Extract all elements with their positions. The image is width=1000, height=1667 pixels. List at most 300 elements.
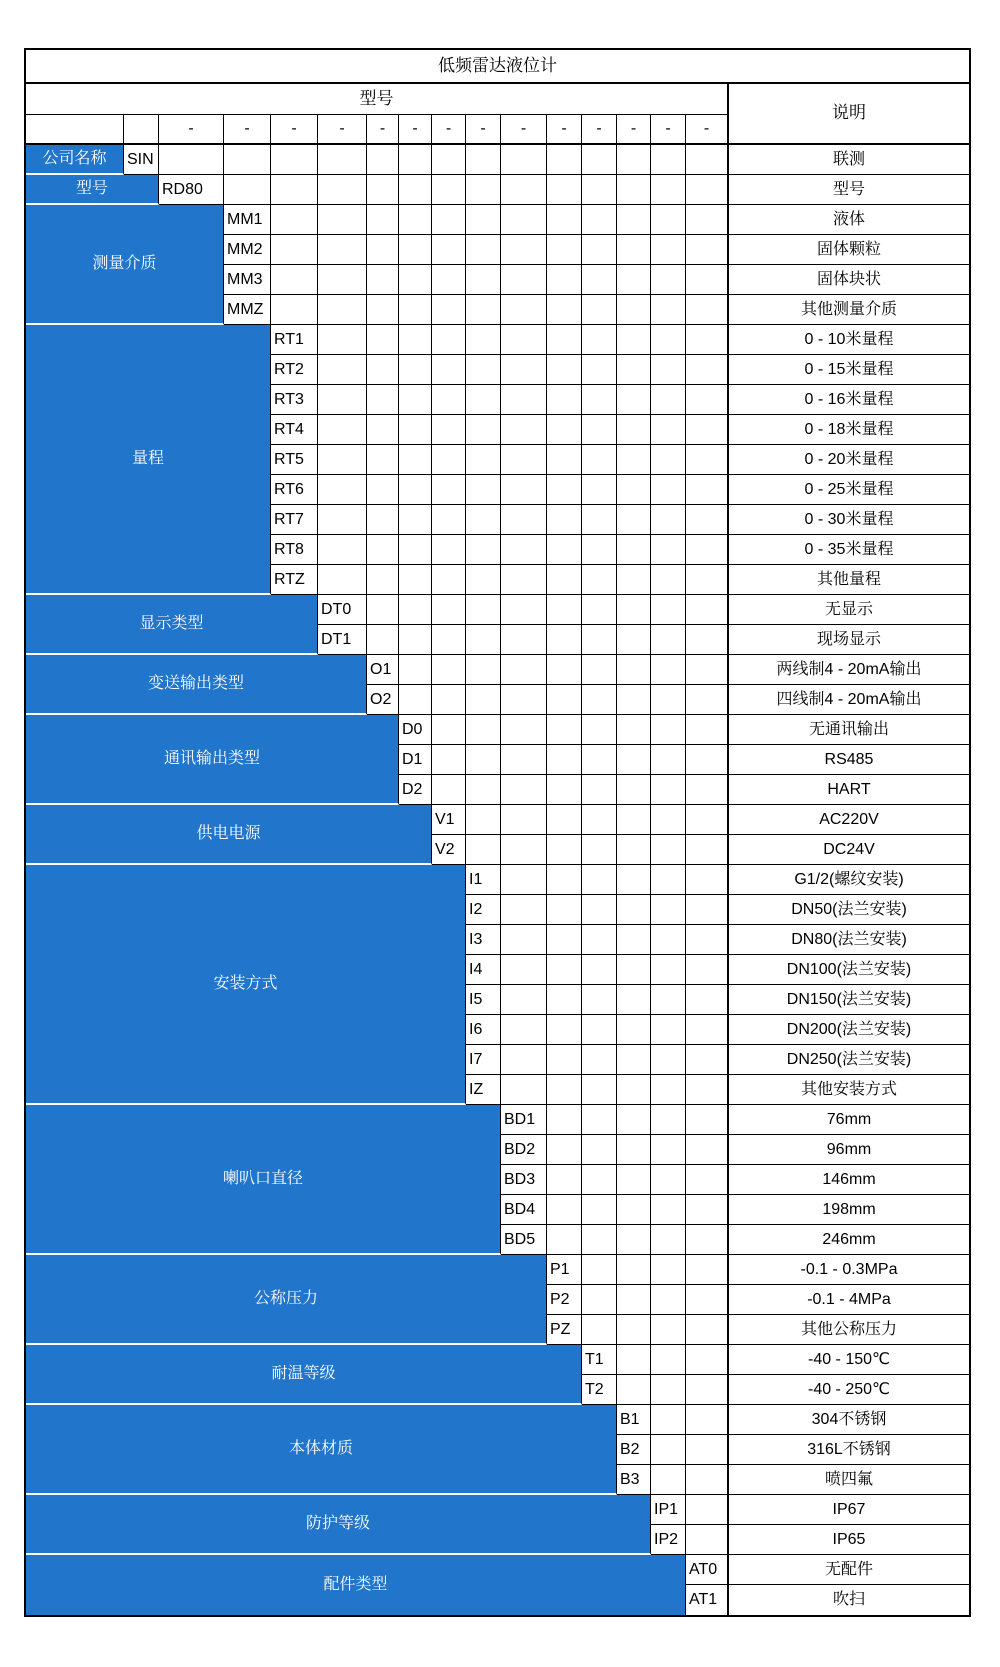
empty-cell (501, 565, 547, 595)
empty-cell (501, 265, 547, 295)
empty-cell (617, 595, 651, 625)
code-cell: AT1 (686, 1585, 729, 1615)
empty-cell (367, 205, 399, 235)
description-cell: 无通讯输出 (729, 715, 969, 745)
empty-cell (432, 445, 466, 475)
empty-cell (466, 175, 501, 205)
empty-cell (582, 1165, 617, 1195)
empty-cell (686, 1195, 729, 1225)
empty-cell (617, 625, 651, 655)
empty-cell (686, 1315, 729, 1345)
empty-cell (686, 355, 729, 385)
empty-cell (617, 1315, 651, 1345)
description-cell: 198mm (729, 1195, 969, 1225)
empty-cell (686, 1225, 729, 1255)
description-cell: 76mm (729, 1105, 969, 1135)
code-cell: D2 (399, 775, 432, 805)
dash-row-empty-cell (124, 115, 159, 145)
empty-cell (651, 1165, 686, 1195)
description-cell: 其他测量介质 (729, 295, 969, 325)
empty-cell (617, 535, 651, 565)
empty-cell (582, 865, 617, 895)
empty-cell (651, 145, 686, 175)
empty-cell (617, 445, 651, 475)
empty-cell (501, 325, 547, 355)
empty-cell (582, 535, 617, 565)
code-cell: IP2 (651, 1525, 686, 1555)
empty-cell (686, 685, 729, 715)
description-cell: 0 - 30米量程 (729, 505, 969, 535)
empty-cell (651, 1405, 686, 1435)
empty-cell (271, 205, 318, 235)
description-cell: 固体块状 (729, 265, 969, 295)
code-cell: AT0 (686, 1555, 729, 1585)
empty-cell (651, 205, 686, 235)
empty-cell (224, 175, 271, 205)
empty-cell (432, 355, 466, 385)
empty-cell (617, 1165, 651, 1195)
empty-cell (582, 985, 617, 1015)
empty-cell (582, 1075, 617, 1105)
description-cell: DN80(法兰安装) (729, 925, 969, 955)
empty-cell (582, 235, 617, 265)
empty-cell (617, 175, 651, 205)
empty-cell (159, 145, 224, 175)
empty-cell (582, 625, 617, 655)
empty-cell (617, 655, 651, 685)
empty-cell (367, 595, 399, 625)
empty-cell (318, 145, 367, 175)
empty-cell (651, 385, 686, 415)
empty-cell (686, 1525, 729, 1555)
empty-cell (686, 805, 729, 835)
empty-cell (651, 835, 686, 865)
empty-cell (501, 385, 547, 415)
description-cell: DN250(法兰安装) (729, 1045, 969, 1075)
empty-cell (318, 295, 367, 325)
category-cell: 变送输出类型 (26, 655, 367, 715)
empty-cell (617, 955, 651, 985)
empty-cell (547, 1105, 582, 1135)
empty-cell (582, 1015, 617, 1045)
category-cell: 测量介质 (26, 205, 224, 325)
empty-cell (547, 445, 582, 475)
empty-cell (547, 685, 582, 715)
code-separator-cell: - (224, 115, 271, 145)
empty-cell (582, 1225, 617, 1255)
empty-cell (432, 205, 466, 235)
empty-cell (318, 235, 367, 265)
empty-cell (617, 265, 651, 295)
empty-cell (651, 175, 686, 205)
description-cell: RS485 (729, 745, 969, 775)
empty-cell (582, 565, 617, 595)
empty-cell (547, 415, 582, 445)
empty-cell (651, 1105, 686, 1135)
code-separator-cell: - (466, 115, 501, 145)
code-cell: I5 (466, 985, 501, 1015)
empty-cell (547, 1165, 582, 1195)
description-cell: 四线制4 - 20mA输出 (729, 685, 969, 715)
empty-cell (432, 505, 466, 535)
code-cell: V1 (432, 805, 466, 835)
description-cell: -0.1 - 0.3MPa (729, 1255, 969, 1285)
empty-cell (547, 1225, 582, 1255)
empty-cell (651, 1315, 686, 1345)
code-cell: MM1 (224, 205, 271, 235)
empty-cell (582, 355, 617, 385)
code-cell: RT3 (271, 385, 318, 415)
empty-cell (686, 205, 729, 235)
category-cell: 喇叭口直径 (26, 1105, 501, 1255)
code-cell: SIN (124, 145, 159, 175)
empty-cell (399, 565, 432, 595)
empty-cell (617, 715, 651, 745)
empty-cell (318, 505, 367, 535)
empty-cell (466, 685, 501, 715)
empty-cell (651, 415, 686, 445)
empty-cell (432, 625, 466, 655)
category-cell: 公称压力 (26, 1255, 547, 1345)
description-cell: 0 - 20米量程 (729, 445, 969, 475)
empty-cell (547, 565, 582, 595)
empty-cell (271, 145, 318, 175)
empty-cell (582, 1045, 617, 1075)
empty-cell (651, 1375, 686, 1405)
empty-cell (466, 745, 501, 775)
empty-cell (318, 355, 367, 385)
empty-cell (617, 745, 651, 775)
empty-cell (686, 1345, 729, 1375)
empty-cell (271, 295, 318, 325)
empty-cell (432, 235, 466, 265)
empty-cell (466, 475, 501, 505)
empty-cell (617, 1195, 651, 1225)
empty-cell (617, 1345, 651, 1375)
empty-cell (582, 955, 617, 985)
empty-cell (617, 415, 651, 445)
empty-cell (651, 925, 686, 955)
empty-cell (547, 325, 582, 355)
empty-cell (651, 955, 686, 985)
description-cell: 无配件 (729, 1555, 969, 1585)
empty-cell (582, 715, 617, 745)
empty-cell (367, 265, 399, 295)
empty-cell (617, 475, 651, 505)
empty-cell (651, 1285, 686, 1315)
empty-cell (466, 205, 501, 235)
code-cell: RD80 (159, 175, 224, 205)
empty-cell (547, 775, 582, 805)
empty-cell (501, 955, 547, 985)
empty-cell (686, 985, 729, 1015)
empty-cell (547, 175, 582, 205)
empty-cell (651, 895, 686, 925)
code-separator-cell: - (686, 115, 729, 145)
empty-cell (651, 1225, 686, 1255)
empty-cell (651, 595, 686, 625)
description-cell: DN100(法兰安装) (729, 955, 969, 985)
code-cell: P2 (547, 1285, 582, 1315)
description-cell: 喷四氟 (729, 1465, 969, 1495)
empty-cell (651, 655, 686, 685)
description-cell: 146mm (729, 1165, 969, 1195)
empty-cell (651, 685, 686, 715)
description-cell: 96mm (729, 1135, 969, 1165)
empty-cell (582, 475, 617, 505)
empty-cell (501, 775, 547, 805)
empty-cell (582, 835, 617, 865)
empty-cell (501, 925, 547, 955)
empty-cell (271, 175, 318, 205)
empty-cell (686, 1255, 729, 1285)
description-cell: 液体 (729, 205, 969, 235)
empty-cell (617, 985, 651, 1015)
empty-cell (686, 865, 729, 895)
empty-cell (501, 985, 547, 1015)
empty-cell (651, 1255, 686, 1285)
empty-cell (651, 235, 686, 265)
code-separator-cell: - (547, 115, 582, 145)
empty-cell (399, 595, 432, 625)
empty-cell (651, 445, 686, 475)
empty-cell (582, 925, 617, 955)
empty-cell (318, 415, 367, 445)
empty-cell (651, 745, 686, 775)
empty-cell (367, 445, 399, 475)
category-cell: 型号 (26, 175, 159, 205)
empty-cell (582, 505, 617, 535)
empty-cell (318, 325, 367, 355)
empty-cell (501, 655, 547, 685)
empty-cell (686, 955, 729, 985)
empty-cell (582, 595, 617, 625)
empty-cell (318, 265, 367, 295)
empty-cell (582, 325, 617, 355)
empty-cell (318, 535, 367, 565)
empty-cell (501, 685, 547, 715)
empty-cell (547, 1045, 582, 1075)
empty-cell (547, 355, 582, 385)
empty-cell (686, 1045, 729, 1075)
empty-cell (617, 565, 651, 595)
empty-cell (367, 475, 399, 505)
empty-cell (582, 445, 617, 475)
description-cell: 246mm (729, 1225, 969, 1255)
empty-cell (318, 175, 367, 205)
empty-cell (466, 265, 501, 295)
description-cell: 两线制4 - 20mA输出 (729, 655, 969, 685)
description-cell: 其他安装方式 (729, 1075, 969, 1105)
empty-cell (271, 265, 318, 295)
empty-cell (651, 325, 686, 355)
empty-cell (651, 505, 686, 535)
empty-cell (399, 475, 432, 505)
code-cell: MMZ (224, 295, 271, 325)
empty-cell (501, 865, 547, 895)
category-cell: 通讯输出类型 (26, 715, 399, 805)
empty-cell (466, 775, 501, 805)
category-cell: 公司名称 (26, 145, 124, 175)
empty-cell (466, 145, 501, 175)
empty-cell (547, 1195, 582, 1225)
empty-cell (651, 865, 686, 895)
empty-cell (318, 565, 367, 595)
empty-cell (617, 685, 651, 715)
code-cell: B1 (617, 1405, 651, 1435)
description-header: 说明 (729, 84, 969, 145)
empty-cell (547, 145, 582, 175)
empty-cell (651, 775, 686, 805)
empty-cell (651, 1465, 686, 1495)
empty-cell (367, 565, 399, 595)
empty-cell (582, 1195, 617, 1225)
description-cell: 0 - 10米量程 (729, 325, 969, 355)
code-cell: BD5 (501, 1225, 547, 1255)
empty-cell (651, 985, 686, 1015)
code-separator-cell: - (501, 115, 547, 145)
empty-cell (432, 145, 466, 175)
empty-cell (651, 1045, 686, 1075)
empty-cell (432, 595, 466, 625)
description-cell: DN150(法兰安装) (729, 985, 969, 1015)
empty-cell (651, 1195, 686, 1225)
empty-cell (617, 235, 651, 265)
description-cell: DN200(法兰安装) (729, 1015, 969, 1045)
empty-cell (582, 1285, 617, 1315)
empty-cell (686, 235, 729, 265)
empty-cell (224, 145, 271, 175)
empty-cell (367, 625, 399, 655)
empty-cell (318, 445, 367, 475)
code-cell: O2 (367, 685, 399, 715)
empty-cell (432, 385, 466, 415)
empty-cell (686, 775, 729, 805)
empty-cell (367, 355, 399, 385)
empty-cell (501, 355, 547, 385)
description-cell: 现场显示 (729, 625, 969, 655)
code-cell: T1 (582, 1345, 617, 1375)
code-cell: I7 (466, 1045, 501, 1075)
code-cell: V2 (432, 835, 466, 865)
code-cell: RT8 (271, 535, 318, 565)
empty-cell (547, 385, 582, 415)
description-cell: -40 - 250℃ (729, 1375, 969, 1405)
code-cell: IP1 (651, 1495, 686, 1525)
empty-cell (617, 1225, 651, 1255)
description-cell: 其他公称压力 (729, 1315, 969, 1345)
empty-cell (399, 655, 432, 685)
empty-cell (617, 1255, 651, 1285)
empty-cell (617, 1285, 651, 1315)
empty-cell (399, 445, 432, 475)
empty-cell (617, 1135, 651, 1165)
description-cell: 0 - 25米量程 (729, 475, 969, 505)
empty-cell (686, 655, 729, 685)
description-cell: 无显示 (729, 595, 969, 625)
empty-cell (547, 715, 582, 745)
empty-cell (367, 235, 399, 265)
description-cell: 联测 (729, 145, 969, 175)
description-cell: 0 - 35米量程 (729, 535, 969, 565)
empty-cell (318, 475, 367, 505)
empty-cell (466, 715, 501, 745)
code-cell: RT6 (271, 475, 318, 505)
code-separator-cell: - (617, 115, 651, 145)
code-cell: D0 (399, 715, 432, 745)
description-cell: DN50(法兰安装) (729, 895, 969, 925)
empty-cell (582, 295, 617, 325)
empty-cell (399, 685, 432, 715)
empty-cell (686, 1405, 729, 1435)
empty-cell (432, 325, 466, 355)
empty-cell (399, 235, 432, 265)
empty-cell (582, 895, 617, 925)
empty-cell (501, 805, 547, 835)
empty-cell (547, 505, 582, 535)
empty-cell (651, 1435, 686, 1465)
empty-cell (582, 385, 617, 415)
description-cell: -40 - 150℃ (729, 1345, 969, 1375)
empty-cell (686, 505, 729, 535)
empty-cell (318, 205, 367, 235)
empty-cell (547, 1135, 582, 1165)
category-cell: 供电电源 (26, 805, 432, 865)
empty-cell (547, 955, 582, 985)
empty-cell (582, 805, 617, 835)
empty-cell (686, 745, 729, 775)
description-cell: AC220V (729, 805, 969, 835)
empty-cell (432, 475, 466, 505)
empty-cell (501, 535, 547, 565)
empty-cell (432, 295, 466, 325)
code-cell: I6 (466, 1015, 501, 1045)
code-cell: T2 (582, 1375, 617, 1405)
code-cell: I4 (466, 955, 501, 985)
empty-cell (432, 175, 466, 205)
empty-cell (617, 865, 651, 895)
empty-cell (686, 1495, 729, 1525)
empty-cell (367, 415, 399, 445)
empty-cell (501, 835, 547, 865)
empty-cell (501, 745, 547, 775)
empty-cell (617, 1105, 651, 1135)
category-cell: 耐温等级 (26, 1345, 582, 1405)
empty-cell (466, 235, 501, 265)
empty-cell (686, 595, 729, 625)
code-separator-cell: - (367, 115, 399, 145)
code-cell: MM2 (224, 235, 271, 265)
code-cell: RTZ (271, 565, 318, 595)
code-cell: I2 (466, 895, 501, 925)
empty-cell (466, 445, 501, 475)
code-separator-cell: - (582, 115, 617, 145)
code-separator-cell: - (271, 115, 318, 145)
empty-cell (547, 655, 582, 685)
code-separator-cell: - (159, 115, 224, 145)
empty-cell (466, 655, 501, 685)
empty-cell (547, 535, 582, 565)
empty-cell (501, 1015, 547, 1045)
empty-cell (686, 1105, 729, 1135)
empty-cell (547, 595, 582, 625)
empty-cell (547, 985, 582, 1015)
empty-cell (686, 1075, 729, 1105)
empty-cell (367, 145, 399, 175)
empty-cell (617, 925, 651, 955)
empty-cell (501, 175, 547, 205)
code-cell: RT2 (271, 355, 318, 385)
